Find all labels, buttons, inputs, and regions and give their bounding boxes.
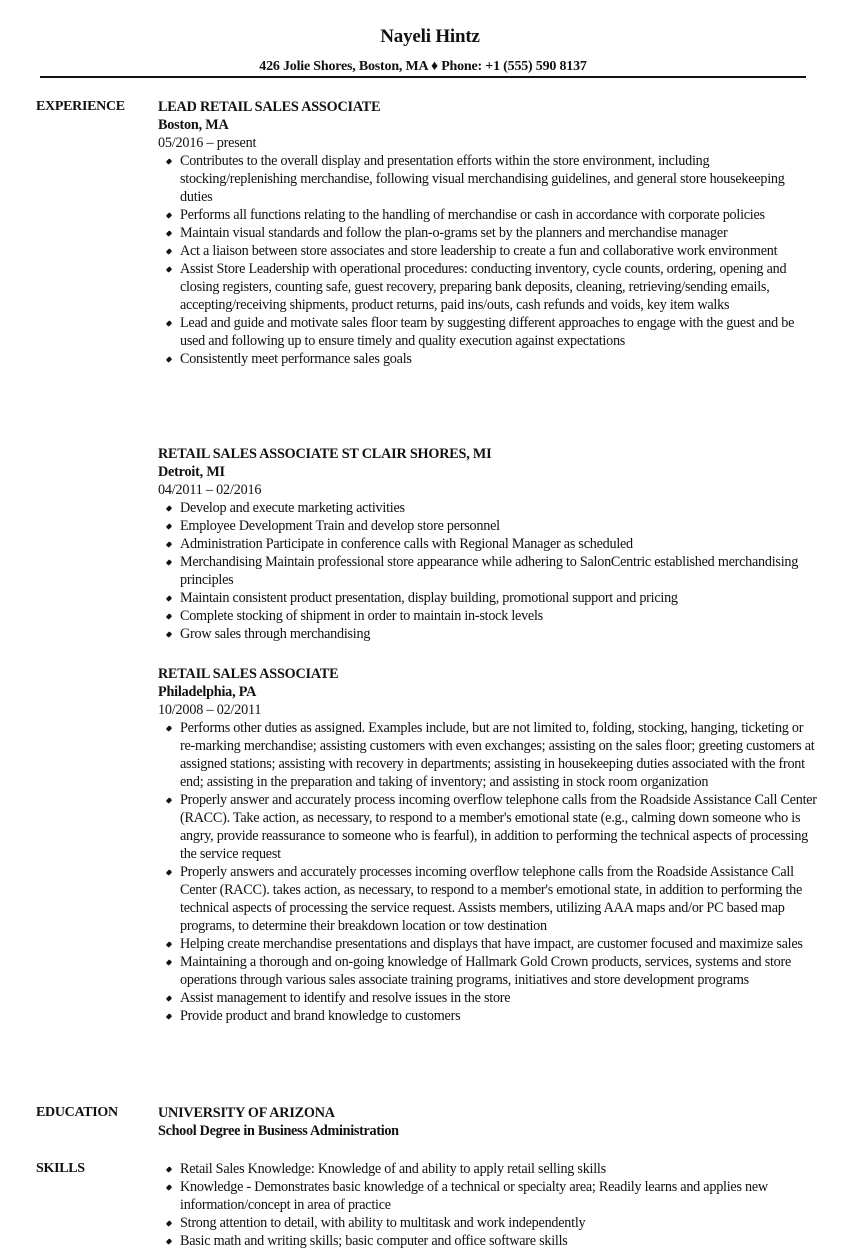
job-title: RETAIL SALES ASSOCIATE ST CLAIR SHORES, MI — [158, 446, 492, 462]
skills-body — [158, 1160, 818, 1250]
bullet-item: Administration Participate in conference calls with Regional Manager as scheduled — [158, 535, 818, 553]
bullet-item: Maintaining a thorough and on-going knowledge of Hallmark Gold Crown products, services, systems and store operations through various sales associate training programs, initiatives and store development programs — [158, 953, 818, 989]
section-label-skills: SKILLS — [36, 1161, 85, 1176]
bullet-item: Properly answer and accurately process incoming overflow telephone calls from the Roadside Assistance Call Center (RACC). Take action, as necessary, to respond to a member's emotional state (e.g., calming down someone who is angry, provide reassurance to someone who is fearful), in addition to performing the technical aspects of processing the service request — [158, 791, 818, 863]
candidate-name: Nayeli Hintz — [380, 26, 480, 47]
bullet-item: Maintain consistent product presentation, display building, promotional support and pricing — [158, 589, 818, 607]
bullet-item: Contributes to the overall display and presentation efforts within the store environment, including stocking/replenishing merchandise, following visual merchandising guidelines, and general store housekeeping duties — [158, 152, 818, 206]
job-location: Boston, MA — [158, 117, 229, 133]
bullet-item: Performs other duties as assigned. Examples include, but are not limited to, folding, stocking, hanging, ticketing or re-marking merchandise; assisting customers with even exchanges; assisting on the sales floor; greeting customers at assigned stations; assisting with recovery in departments; assisting in housekeeping duties associated with the front end; assisting in the preparation and taking of inventory; and assisting in stock room organization — [158, 719, 818, 791]
bullet-item: Develop and execute marketing activities — [158, 499, 818, 517]
header-divider — [40, 76, 806, 78]
education-body — [158, 1104, 818, 1140]
job-entry — [158, 665, 818, 1025]
section-label-experience: EXPERIENCE — [36, 99, 125, 114]
bullet-item: Assist management to identify and resolve issues in the store — [158, 989, 818, 1007]
bullet-item: Consistently meet performance sales goals — [158, 350, 818, 368]
skill-item: Strong attention to detail, with ability to multitask and work independently — [158, 1214, 818, 1232]
bullet-item: Employee Development Train and develop store personnel — [158, 517, 818, 535]
job-location: Detroit, MI — [158, 464, 225, 480]
job-bullets — [158, 719, 818, 1025]
experience-body — [158, 98, 818, 1024]
bullet-item: Act a liaison between store associates and store leadership to create a fun and collaborative work environment — [158, 242, 818, 260]
job-entry — [158, 445, 818, 643]
bullet-item: Lead and guide and motivate sales floor team by suggesting different approaches to engage with the guest and be used and following up to ensure timely and quality execution against expectations — [158, 314, 818, 350]
bullet-item: Performs all functions relating to the handling of merchandise or cash in accordance with corporate policies — [158, 206, 818, 224]
job-title: RETAIL SALES ASSOCIATE — [158, 666, 339, 682]
bullet-item: Assist Store Leadership with operational procedures: conducting inventory, cycle counts, ordering, opening and closing registers, counting safe, guest recovery, preparing bank deposits, cleaning, retrieving/sending emails, accepting/receiving shipments, product returns, paid ins/outs, cash refunds and voids, key item walks — [158, 260, 818, 314]
bullet-item: Merchandising Maintain professional store appearance while adhering to SalonCentric established merchandising principles — [158, 553, 818, 589]
job-location: Philadelphia, PA — [158, 684, 257, 700]
bullet-item: Grow sales through merchandising — [158, 625, 818, 643]
job-dates: 10/2008 – 02/2011 — [158, 702, 262, 718]
skill-item: Basic math and writing skills; basic computer and office software skills — [158, 1232, 818, 1250]
school-name: UNIVERSITY OF ARIZONA — [158, 1105, 335, 1121]
job-entry — [158, 98, 818, 368]
job-title: LEAD RETAIL SALES ASSOCIATE — [158, 99, 381, 115]
contact-line: 426 Jolie Shores, Boston, MA ♦ Phone: +1 (555) 590 8137 — [259, 59, 587, 74]
bullet-item: Helping create merchandise presentations and displays that have impact, are customer focused and maximize sales — [158, 935, 818, 953]
skill-item: Knowledge - Demonstrates basic knowledge of a technical or specialty area; Readily learns and applies new information/concept in area of practice — [158, 1178, 818, 1214]
job-dates: 05/2016 – present — [158, 135, 257, 151]
job-bullets — [158, 499, 818, 643]
skill-item: Retail Sales Knowledge: Knowledge of and ability to apply retail selling skills — [158, 1160, 818, 1178]
bullet-item: Maintain visual standards and follow the plan-o-grams set by the planners and merchandise manager — [158, 224, 818, 242]
bullet-item: Complete stocking of shipment in order to maintain in-stock levels — [158, 607, 818, 625]
job-dates: 04/2011 – 02/2016 — [158, 482, 262, 498]
bullet-item: Provide product and brand knowledge to customers — [158, 1007, 818, 1025]
job-bullets — [158, 152, 818, 368]
degree-name: School Degree in Business Administration — [158, 1123, 399, 1139]
section-label-education: EDUCATION — [36, 1105, 118, 1120]
skills-list — [158, 1160, 818, 1250]
bullet-item: Properly answers and accurately processes incoming overflow telephone calls from the Roadside Assistance Call Center (RACC). takes action, as necessary, to respond to a member's emotional state, in addition to performing the technical aspects of processing the service request. Assists members, utilizing AAA maps and/or PC based map programs, to determine their breakdown location or tow destination — [158, 863, 818, 935]
